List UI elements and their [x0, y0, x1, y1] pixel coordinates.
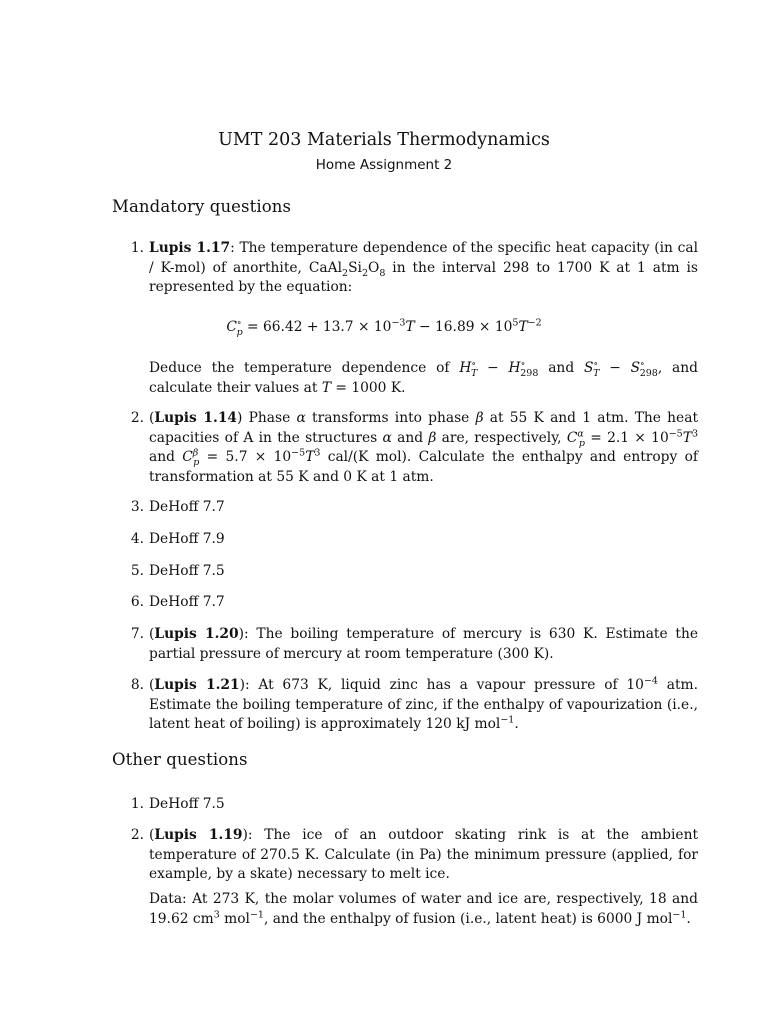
section-heading-other: Other questions	[112, 750, 248, 769]
question-body: DeHoff 7.7	[149, 499, 225, 515]
question-body: (Lupis 1.19): The ice of an outdoor skating rink is at the ambient temperature of 270.5 K. Calculate (in Pa) the minimum pressure (applied, for example, by a skate) necessary to melt ice.	[149, 827, 698, 882]
question-body: DeHoff 7.5	[149, 796, 225, 812]
question-body: (Lupis 1.21): At 673 K, liquid zinc has a vapour pressure of $10^{-4}$ atm. Estimate the boiling temperature of zinc, if the enthalpy of vapourization (i.e., latent heat of boiling) is approximately 120 kJ mol$^{-1}$.	[149, 675, 699, 732]
question-body: DeHoff 7.5	[149, 563, 225, 579]
equation-cp: $C^\circ_p = 66.42 + 13.7 \times 10^{-3}T - 16.89 \times 10^5T^{-2}$	[226, 317, 542, 338]
question-number: 5.	[130, 563, 144, 579]
question-body: DeHoff 7.7	[149, 594, 225, 610]
question-number: 3.	[130, 499, 144, 515]
document-title: UMT 203 Materials Thermodynamics	[218, 130, 550, 150]
question-item	[128, 498, 698, 518]
document-subtitle: Home Assignment 2	[315, 157, 453, 173]
question-body: Data: At 273 K, the molar volumes of water and ice are, respectively, 18 and 19.62 $cm^3$ mol$^{-1}$, and the enthalpy of fusion (i.e., latent heat) is 6000 J mol$^{-1}$.	[149, 891, 698, 927]
question-item	[128, 826, 698, 885]
question-number: 7.	[130, 626, 144, 642]
question-source: Lupis 1.17	[149, 240, 231, 256]
question-source: Lupis 1.14	[154, 410, 238, 426]
question-continuation	[128, 359, 698, 398]
question-text: The boiling temperature of mercury is 630 K. Estimate the partial pressure of mercury at room temperature (300 K).	[149, 626, 698, 662]
question-item	[128, 795, 698, 815]
question-item	[128, 239, 698, 298]
question-number: 2.	[130, 410, 144, 426]
question-item	[128, 409, 698, 487]
question-number: 1.	[130, 240, 144, 256]
question-item	[128, 593, 698, 613]
question-body: Deduce the temperature dependence of $H^\circ_T - H^\circ_{298}$ and $S^\circ_T - S^\circ_{298}$, and calculate their values at T = 1000 K.	[149, 358, 698, 396]
question-item	[128, 676, 698, 735]
question-source: Lupis 1.19	[154, 827, 243, 843]
question-body: (Lupis 1.14) Phase α transforms into phase β at 55 K and 1 atm. The heat capacities of A in the structures α and β are, respectively, $C^\alpha_p = 2.1 \times 10^{-5}T^3$ and $C^\beta_p = 5.7 \times 10^{-5}T^3$ cal/(K mol). Calculate the enthalpy and entropy of transformation at 55 K and 0 K at 1 atm.	[149, 410, 698, 485]
question-number: 4.	[130, 531, 144, 547]
question-body: DeHoff 7.9	[149, 531, 225, 547]
question-item	[128, 530, 698, 550]
question-source: Lupis 1.21	[154, 677, 240, 693]
question-item	[128, 562, 698, 582]
question-number: 8.	[130, 677, 144, 693]
question-text: The ice of an outdoor skating rink is at the ambient temperature of 270.5 K. Calculate (in Pa) the minimum pressure (applied, for example, by a skate) necessary to melt ice.	[149, 827, 698, 882]
section-heading-mandatory: Mandatory questions	[112, 197, 292, 216]
question-number: 6.	[130, 594, 144, 610]
question-data-note	[128, 890, 698, 929]
question-body: (Lupis 1.20): The boiling temperature of mercury is 630 K. Estimate the partial pressure of mercury at room temperature (300 K).	[149, 626, 698, 662]
question-number: 2.	[130, 827, 144, 843]
question-body: Lupis 1.17: The temperature dependence of the specific heat capacity (in cal / K-mol) of anorthite, $CaAl_2Si_2O_8$ in the interval 298 to 1700 K at 1 atm is represented by the equation:	[149, 240, 698, 295]
question-item	[128, 625, 698, 664]
question-number: 1.	[130, 796, 144, 812]
question-source: Lupis 1.20	[154, 626, 239, 642]
